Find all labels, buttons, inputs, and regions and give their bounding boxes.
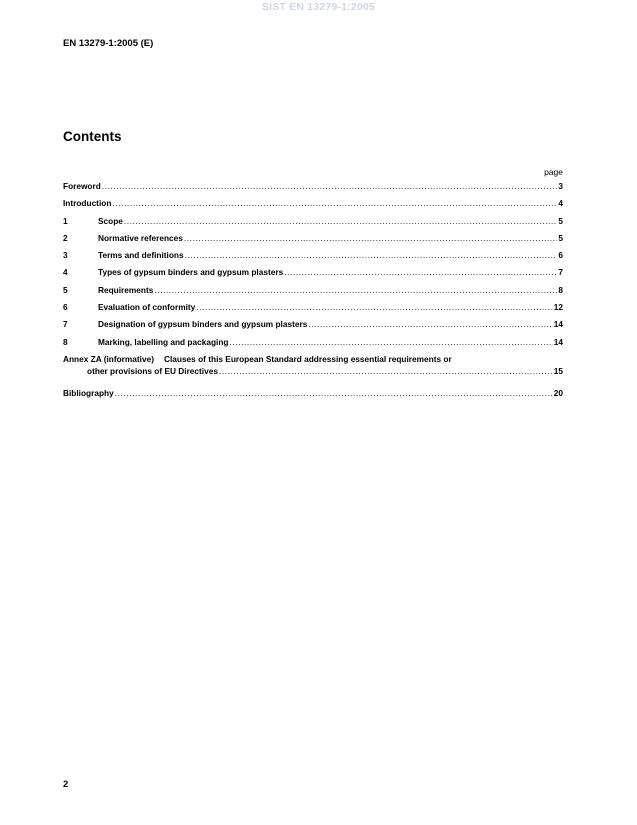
toc-entry-title: Terms and definitions	[98, 250, 184, 261]
toc-entry-normative-references[interactable]	[63, 233, 563, 250]
toc-entry-number: 1	[63, 215, 68, 226]
toc-entry-number: 7	[63, 319, 68, 330]
toc-entry-title: Types of gypsum binders and gypsum plasters	[98, 267, 284, 278]
toc-entry-foreword[interactable]	[63, 181, 563, 198]
toc-leader-dots	[154, 285, 557, 295]
toc-entry-page: 5	[558, 232, 563, 243]
toc-entry-title: Bibliography	[63, 387, 114, 398]
toc-leader-dots	[185, 250, 558, 260]
toc-leader-dots	[308, 319, 552, 329]
toc-annex-title-line1: Clauses of this European Standard addressing essential requirements or	[163, 353, 452, 364]
toc-leader-dots	[115, 388, 553, 398]
toc-entry-number: 5	[63, 284, 68, 295]
page-number: 2	[63, 779, 69, 790]
toc-annex-second-line	[63, 365, 563, 377]
toc-entry-page: 14	[553, 336, 563, 347]
toc-entry-introduction[interactable]	[63, 198, 563, 215]
toc-entry-page: 14	[553, 319, 563, 330]
toc-entry-marking[interactable]	[63, 337, 563, 354]
toc-entry-title: Marking, labelling and packaging	[98, 336, 229, 347]
toc-leader-dots	[229, 337, 552, 347]
toc-entry-title: Scope	[98, 215, 123, 226]
toc-entry-annex-za[interactable]	[63, 354, 563, 388]
toc-entry-page: 15	[553, 365, 563, 376]
toc-entry-title: Normative references	[98, 232, 183, 243]
toc-entry-number: 2	[63, 232, 68, 243]
toc-leader-dots	[112, 198, 557, 208]
toc-annex-label: Annex ZA (informative)	[63, 353, 154, 364]
toc-entry-title: Introduction	[63, 198, 112, 209]
toc-leader-dots	[124, 216, 557, 226]
toc-entry-number: 8	[63, 336, 68, 347]
toc-entry-designation[interactable]	[63, 319, 563, 336]
toc-entry-title: Foreword	[63, 181, 101, 191]
toc-entry-page: 7	[558, 267, 563, 278]
toc-entry-page: 4	[558, 198, 563, 209]
toc-entry-scope[interactable]	[63, 216, 563, 233]
toc-leader-dots	[196, 302, 553, 312]
page-column-label: page	[544, 167, 563, 177]
toc-leader-dots	[284, 267, 557, 277]
toc-leader-dots	[184, 233, 558, 243]
toc-entry-number: 6	[63, 302, 68, 313]
toc-leader-dots	[102, 181, 558, 191]
toc-entry-title: Designation of gypsum binders and gypsum plasters	[98, 319, 308, 330]
watermark-text: SIST EN 13279-1:2005	[261, 1, 376, 13]
toc-entry-page: 5	[558, 215, 563, 226]
table-of-contents	[63, 181, 563, 405]
toc-entry-title: Requirements	[98, 284, 154, 295]
contents-heading: Contents	[63, 129, 122, 144]
document-id-header: EN 13279-1:2005 (E)	[63, 38, 154, 49]
toc-entry-types[interactable]	[63, 267, 563, 284]
toc-entry-terms-and-definitions[interactable]	[63, 250, 563, 267]
toc-entry-page: 12	[553, 302, 563, 313]
toc-entry-number: 4	[63, 267, 68, 278]
toc-annex-title-line2: other provisions of EU Directives	[87, 365, 218, 376]
toc-entry-bibliography[interactable]	[63, 388, 563, 405]
toc-entry-requirements[interactable]	[63, 285, 563, 302]
toc-leader-dots	[219, 365, 553, 377]
toc-entry-page: 6	[558, 250, 563, 261]
toc-entry-evaluation-of-conformity[interactable]	[63, 302, 563, 319]
toc-entry-page: 3	[558, 181, 563, 191]
toc-annex-first-line	[63, 354, 563, 365]
toc-entry-number: 3	[63, 250, 68, 261]
toc-entry-title: Evaluation of conformity	[98, 302, 196, 313]
toc-entry-page: 20	[553, 387, 563, 398]
toc-entry-page: 8	[558, 284, 563, 295]
